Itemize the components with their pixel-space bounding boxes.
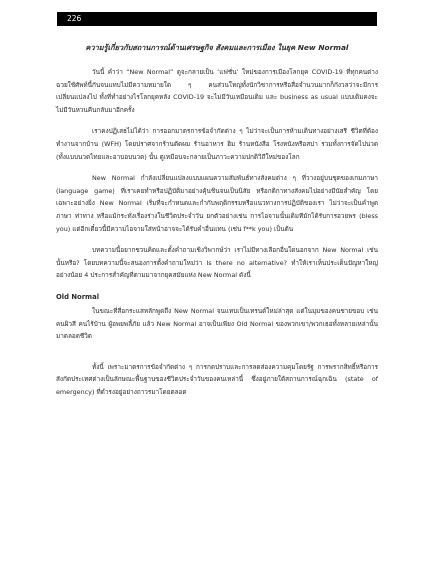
page-header-bar bbox=[57, 12, 377, 26]
document-body bbox=[56, 42, 378, 407]
document-title: ความรู้เกี่ยวกับสถานการณ์ด้านเศรษฐกิจ สังคมและการเมือง ในยุค New Normal bbox=[85, 43, 349, 52]
paragraph-3: New Normal กำลังเปลี่ยนแปลงแบบแผนความสัมพันธ์ทางสังคมต่าง ๆ ที่วางอยู่บนชุดของเกมภาษา (language game) ที่เราเคยทำหรือปฏิบัติมาอย่างคุ้นชินจนเป็นนิสัย หรือกติกาทางสังคมไปอย่างมีนัยสำคัญ โดยเฉพาะอย่างยิ่ง New Normal เริ่มที่จะกำหนดและกำกับพฤติกรรมหรือแนวทางการปฏิบัติของเรา ไม่ว่าจะเป็นคำพูด ภาษา ท่าทาง หรือแม้กระทั่งเรื่องร่างในชีวิตประจำวัน ยกตัวอย่างเช่น การไอจามนั้นเดิมทีมักได้รับการอวยพร (bless you) แต่อีกเดี๋ยวนี้มีความไอจามใส่หน้าอาจจะได้รับคำอื่นแทน (เช่น f**k you) เป็นต้น bbox=[56, 174, 378, 233]
paragraph-1: วันนี้ คำว่า “New Normal” ดูจะกลายเป็น ‘แฟชั่น’ ใหม่ของการเมืองโลกยุค COVID-19 ที่ทุกคนต่างฉวยใช้ศัพท์นี้กันจนแทบไม่มีความหมายใด ๆ คนส่วนใหญ่ทั้งนักวิชาการหรือสื่อจำนวนมากก็กังวลว่าจะมีการเปลี่ยนแปลงไป ทั้งที่ทำอย่างไรโลกยุคหลัง COVID-19 จะไม่มีวันเหมือนเดิม และ business as usual แบบเดิมคงจะไม่มีวันหวนคืนกลับมาอีกครั้ง bbox=[56, 68, 378, 114]
paragraph-2: เราคงปฏิเสธไม่ได้ว่า การออกมาตรการข้อจำกัดต่าง ๆ ไม่ว่าจะเป็นการห้ามเดินทางอย่างเสรี ชีวิตที่ต้องทำงานจากบ้าน (WFH) โดยปราศจากร้านตัดผม ร้านอาหาร ฮิม ร้านหนังสือ โรงหนังหรือสปา รวมทั้งการจัดไปนวด (ทั้งแบบนวดไทยและอาบอบนวด) นั้น ดูเหมือนจะกลายเป็นภาวะความปกติวิถีใหม่ของโลก bbox=[56, 127, 378, 161]
section-heading: Old Normal bbox=[56, 292, 100, 301]
paragraph-4: บทความนี้อยากชวนคิดและตั้งคำถามเชิงวิพากษ์ว่า เราไม่มีทางเลือกอื่นใดนอกจาก New Normal เช่นนั้นหรือ? โดยบทความนี้จะสนองการตั้งคำถามใหม่ว่า Is there no alternative? ทำให้เราเห็นประเด็นปัญหาใหญ่อย่างน้อย 4 ประการสำคัญที่ตามมาจากยุคสมัยแห่ง New Normal ดังนี้ bbox=[56, 246, 378, 280]
paragraph-final: ทั้งนี้ เพราะมาตรการข้อจำกัดต่าง ๆ การกดปราบและการลดส่องความคุมโดยรัฐ การพรากสิทธิ์หรือการสังกัดประเทศต่างเป็นลักษณะพื้นฐานของชีวิตประจำวันของคนเหล่านี้ ซึ่งอยู่ภายใต้สถานการณ์ฉุกเฉิน (state of emergency) ที่ดำรงอยู่อย่างถาวรมาโดยตลอด bbox=[56, 362, 378, 396]
page-number: 226 bbox=[67, 14, 82, 23]
paragraph-old-normal: ในขณะที่สื่อกระแสหลักพูดถึง New Normal จนแทบเป็นเทรนด์ใหม่ล่าสุด แต่ในมุมของคนชายขอบ เช่น คนผิวสี คนไร้บ้าน ผู้อพยพลี้ภัย แล้ว New Normal อาจเป็นเพียง Old Normal ของพวกเขา/พวกเธอทั้งหลายเหล่านั้นมาตลอดชีวิต bbox=[56, 306, 378, 341]
